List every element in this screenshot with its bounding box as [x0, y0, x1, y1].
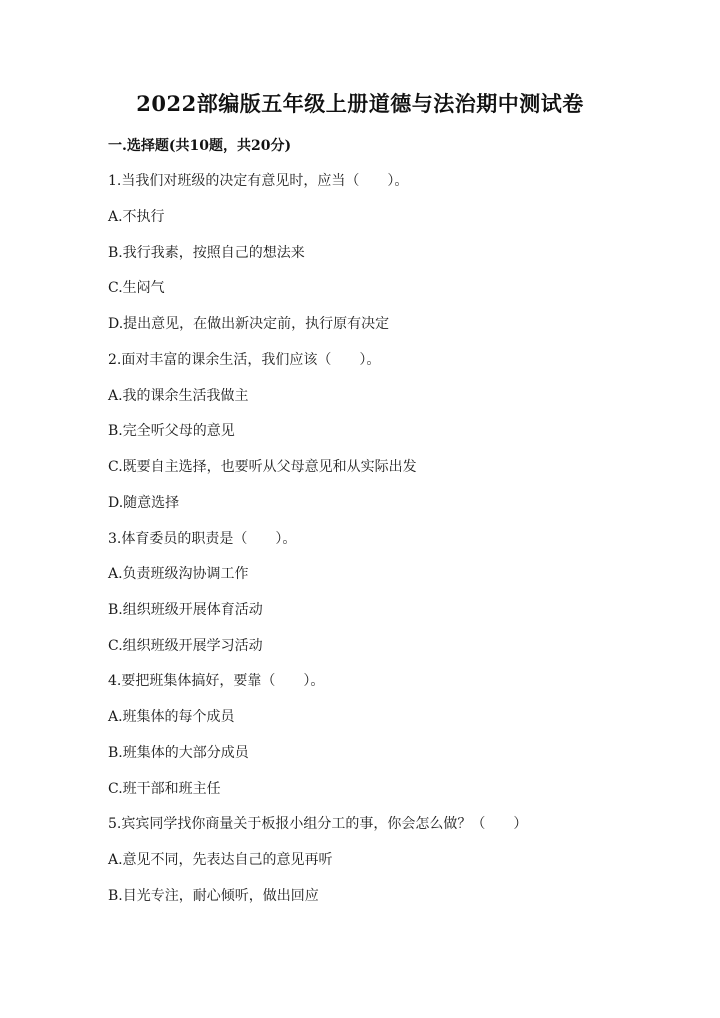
question-5-option-b: B.目光专注，耐心倾听，做出回应 [108, 888, 319, 904]
question-5-option-a: A.意见不同，先表达自己的意见再听 [108, 852, 333, 868]
question-2-option-a: A.我的课余生活我做主 [108, 388, 249, 404]
question-3-option-a: A.负责班级沟协调工作 [108, 566, 249, 582]
question-2: 2.面对丰富的课余生活，我们应该（ ）。 [108, 352, 381, 368]
question-3: 3.体育委员的职责是（ ）。 [108, 531, 297, 547]
question-4: 4.要把班集体搞好，要靠（ ）。 [108, 673, 325, 689]
question-1-option-b: B.我行我素，按照自己的想法来 [108, 245, 305, 261]
question-4-option-c: C.班干部和班主任 [108, 781, 221, 797]
question-3-option-b: B.组织班级开展体育活动 [108, 602, 263, 618]
question-1-option-a: A.不执行 [108, 209, 165, 225]
page-title: 2022部编版五年级上册道德与法治期中测试卷 [136, 91, 584, 116]
section-header: 一.选择题(共10题，共20分) [108, 138, 292, 154]
question-4-option-b: B.班集体的大部分成员 [108, 745, 249, 761]
question-1-option-c: C.生闷气 [108, 280, 165, 296]
question-3-option-c: C.组织班级开展学习活动 [108, 638, 263, 654]
question-2-option-c: C.既要自主选择，也要听从父母意见和从实际出发 [108, 459, 417, 475]
question-1-option-d: D.提出意见，在做出新决定前，执行原有决定 [108, 316, 390, 332]
question-2-option-b: B.完全听父母的意见 [108, 423, 235, 439]
question-5: 5.宾宾同学找你商量关于板报小组分工的事，你会怎么做？（ ） [108, 816, 528, 832]
question-4-option-a: A.班集体的每个成员 [108, 709, 235, 725]
question-2-option-d: D.随意选择 [108, 495, 180, 511]
question-1: 1.当我们对班级的决定有意见时，应当（ ）。 [108, 173, 409, 189]
